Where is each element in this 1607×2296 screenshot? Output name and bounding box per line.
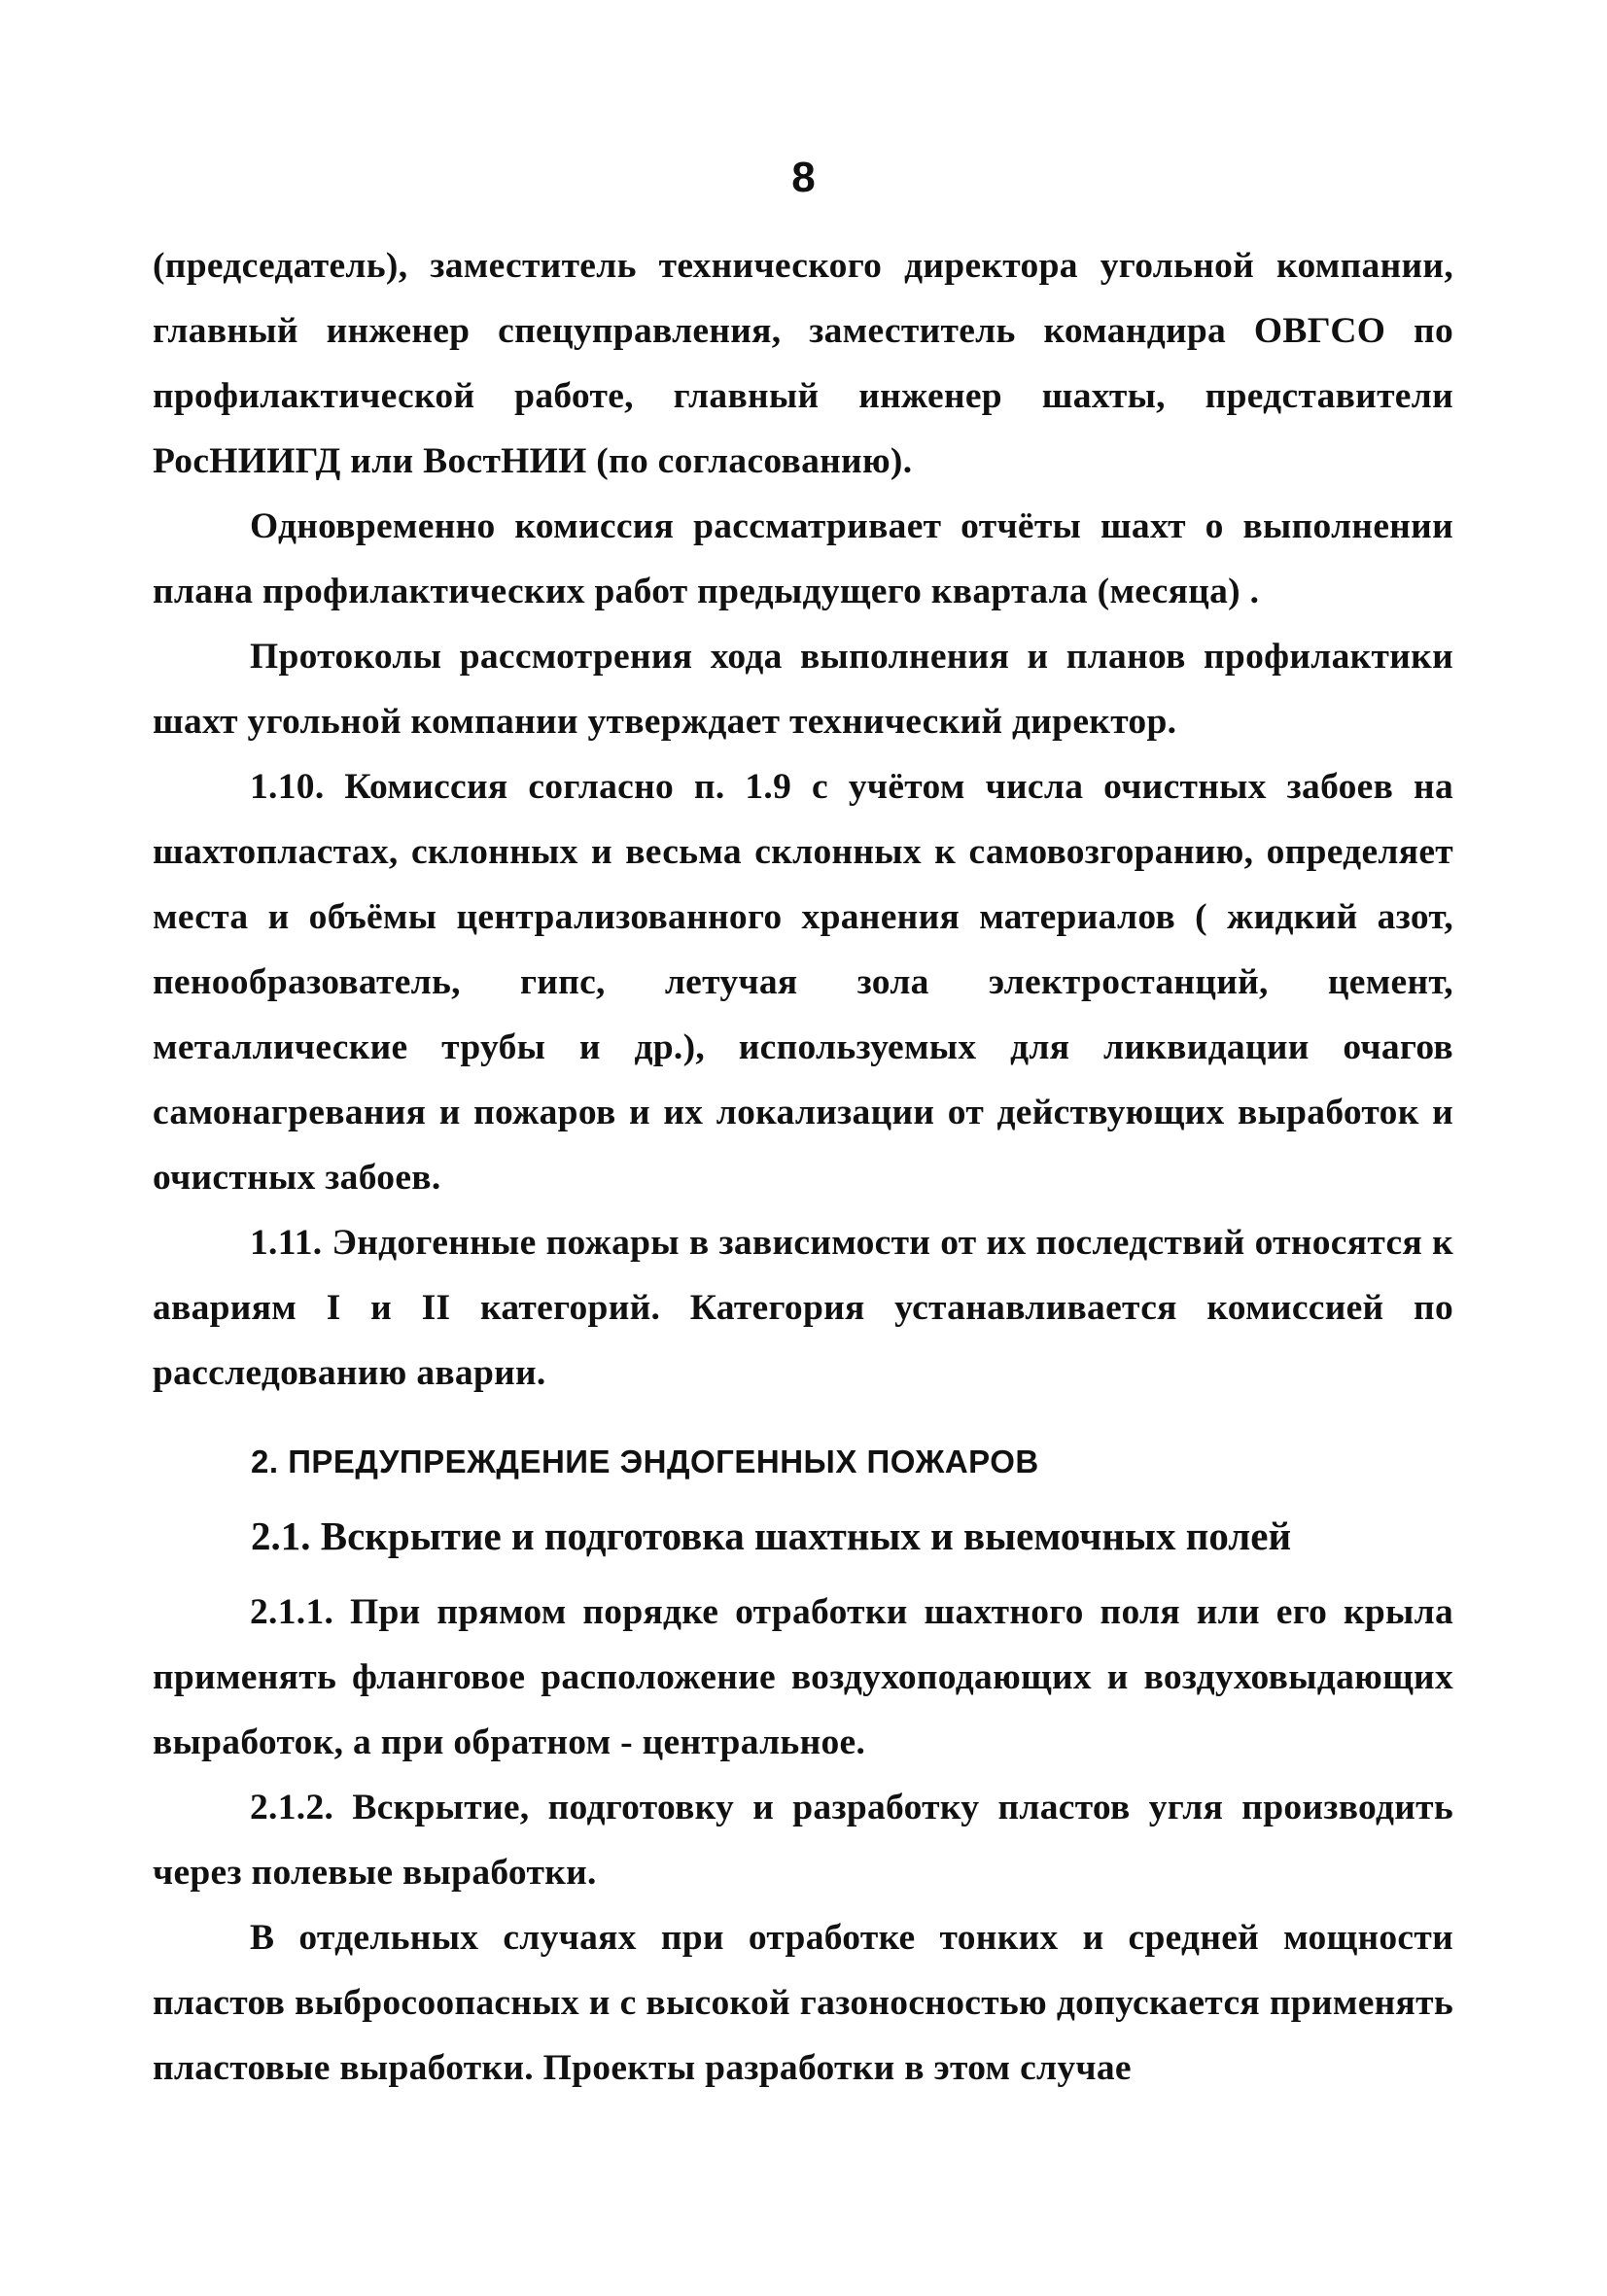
paragraph-1-10: 1.10. Комиссия согласно п. 1.9 с учётом числа очистных забоев на шахтопластах, склонных и весьма склонных к самовозгоранию, определяет места и объёмы централизованного хранения материалов ( жидкий азот, пенообразователь, гипс, летучая зола электростанций, цемент, металлические трубы и др.), используемых для ликвидации очагов самонагревания и пожаров и их локализации от действующих выработок и очистных забоев. bbox=[153, 767, 1453, 1198]
paragraph-special-cases: В отдельных случаях при отработке тонких и средней мощности пластов выбросоопасных и с высокой газоносностью допускается применять пластовые выработки. Проекты разработки в этом случае bbox=[153, 1918, 1453, 2088]
paragraph-continuation: (председатель), заместитель технического директора угольной компании, главный инженер спецуправления, заместитель командира ОВГСО по профилактической работе, главный инженер шахты, представители РосНИИГД или ВостНИИ (по согласованию). bbox=[153, 246, 1453, 481]
paragraph-2-1-2: 2.1.2. Вскрытие, подготовку и разработку пластов угля производить через полевые выработки. bbox=[153, 1788, 1453, 1893]
subsection-heading: 2.1. Вскрытие и подготовка шахтных и выемочных полей bbox=[251, 1513, 1292, 1558]
body-text-bottom bbox=[153, 1580, 1453, 2101]
paragraph-1-11: 1.11. Эндогенные пожары в зависимости от их последствий относятся к авариям I и II категорий. Категория устанавливается комиссией по расследованию аварии. bbox=[153, 1223, 1453, 1393]
page-number: 8 bbox=[791, 154, 816, 201]
paragraph-2-1-1: 2.1.1. При прямом порядке отработки шахтного поля или его крыла применять фланговое расположение воздухоподающих и воздуховыдающих выработок, а при обратном - центральное. bbox=[153, 1592, 1453, 1762]
body-text-top bbox=[153, 233, 1453, 1406]
section-heading: 2. ПРЕДУПРЕЖДЕНИЕ ЭНДОГЕННЫХ ПОЖАРОВ bbox=[251, 1444, 1039, 1479]
paragraph-commission-reports: Одновременно комиссия рассматривает отчёты шахт о выполнении плана профилактических работ предыдущего квартала (месяца) . bbox=[153, 506, 1453, 611]
paragraph-protocols: Протоколы рассмотрения хода выполнения и планов профилактики шахт угольной компании утверждает технический директор. bbox=[153, 637, 1453, 742]
